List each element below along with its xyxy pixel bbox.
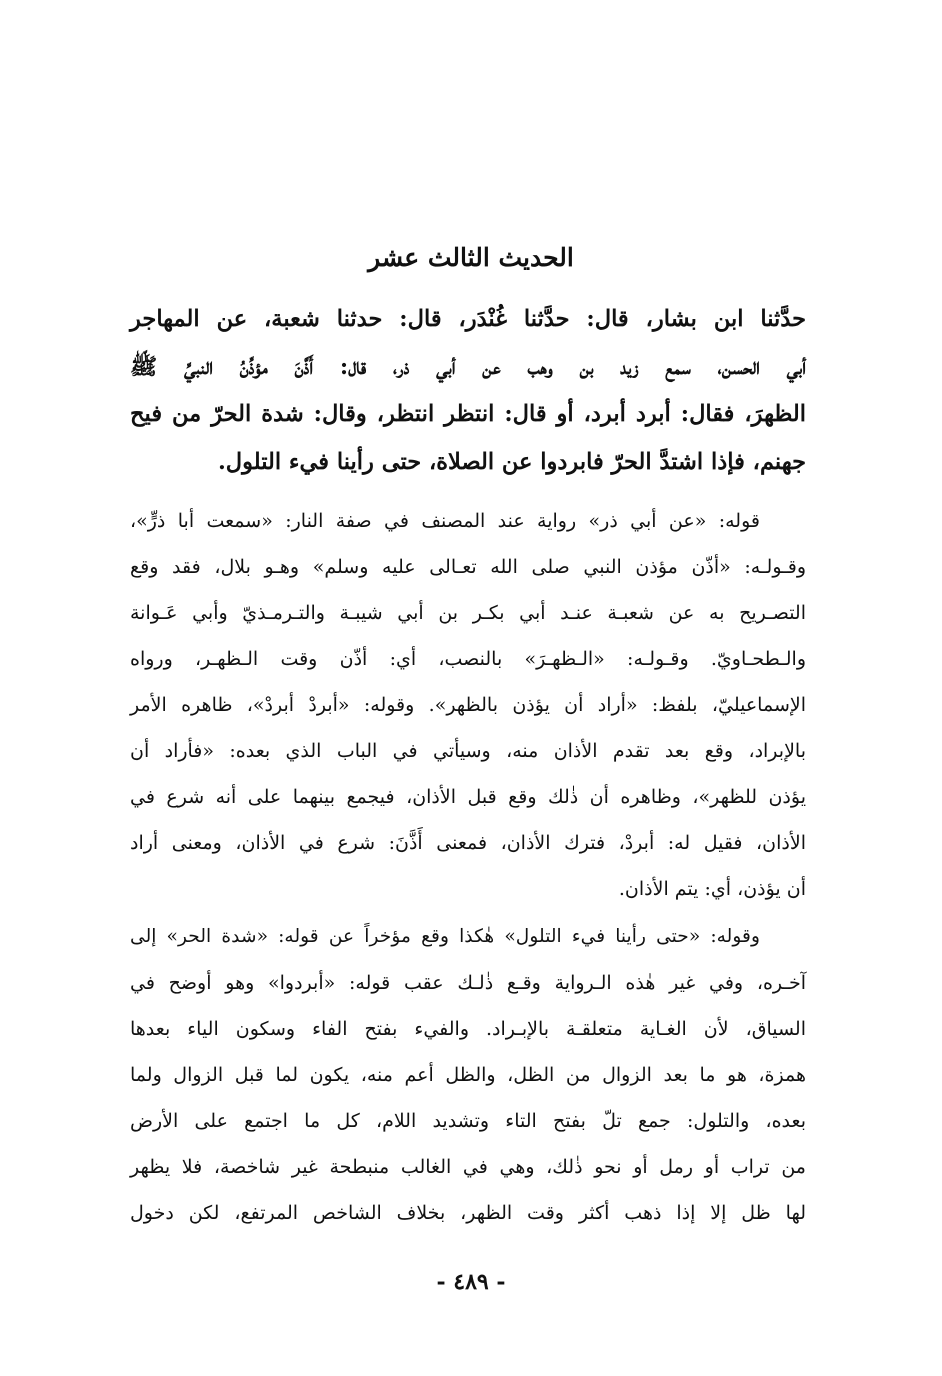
hadith-heading: الحديث الثالث عشر — [368, 243, 574, 272]
commentary-line: قوله: «عن أبي ذر» رواية عند المصنف في صفة النار: «سمعت أبا ذرٍّ»، — [130, 510, 760, 532]
commentary-line: من تراب أو رمل أو نحو ذٰلك، وهي في الغالب منبطحة غير شاخصة، فلا يظهر — [130, 1156, 806, 1178]
commentary-line: يؤذن للظهر»، وظاهره أن ذٰلك وقع قبل الأذان، فيجمع بينهما على أنه شرع في — [130, 786, 806, 808]
hadith-line: الظهرَ، فقال: أبرد أبرد، أو قال: انتظر انتظر، وقال: شدة الحرّ من فيح — [130, 401, 806, 427]
commentary-paragraph-1 — [130, 498, 806, 912]
commentary-line: الإسماعيليّ، بلفظ: «أراد أن يؤذن بالظهر». وقوله: «أبردْ أبردْ»، ظاهره الأمر — [130, 694, 806, 716]
hadith-line: أبي الحسن، سمع زيد بن وهب عن أبي ذر، قال: أَذَّنَ مؤذِّنُ النبيِّ ﷺ — [130, 353, 806, 380]
commentary-line: الأذان، فقيل له: أبردْ، فترك الأذان، فمعنى أَذَّنَ: شرع في الأذان، ومعنى أراد — [130, 832, 806, 854]
commentary-line: لها ظل إلا إذا ذهب أكثر وقت الظهر، بخلاف الشاخص المرتفع، لكن دخول — [130, 1202, 806, 1224]
commentary-line: بالإبراد، وقع بعد تقدم الأذان منه، وسيأتي في الباب الذي بعده: «فأراد أن — [130, 740, 806, 762]
commentary-line: أن يؤذن، أي: يتم الأذان. — [618, 878, 806, 900]
page-number: - ٤٨٩ - — [436, 1269, 506, 1295]
commentary-paragraph-2 — [130, 914, 806, 1236]
commentary-line: وقـولـه: «أذّن مؤذن النبي صلى الله تعـالى عليه وسلم» وهـو بلال، فقد وقع — [130, 556, 806, 578]
commentary-line: التصـريح به عن شعبـة عنـد أبي بكـر بن أبي شيبـة والتـرمـذيّ وأبي عَـوانة — [130, 602, 806, 624]
hadith-line: حدَّثنا ابن بشار، قال: حدَّثنا غُنْدَر، قال: حدثنا شعبة، عن المهاجر — [130, 306, 806, 332]
hadith-text — [130, 296, 806, 486]
commentary-line: والـطحـاويّ. وقـولـه: «الـظهـرَ» بالنصب، أي: أذّن وقت الـظهـر، ورواه — [130, 648, 806, 670]
commentary-line: آخـره، وفي غير هٰذه الـرواية وقـع ذٰلـك عقب قوله: «أبردوا» وهو أوضح في — [130, 972, 806, 994]
commentary-line: السياق، لأن الغـاية متعلقـة بالإبـراد. والفيء بفتح الفاء وسكون الياء بعدها — [130, 1018, 806, 1040]
commentary-line: بعده، والتلول: جمع تلّ بفتح التاء وتشديد اللام، كل ما اجتمع على الأرض — [130, 1110, 806, 1132]
commentary-line: همزة، هو ما بعد الزوال من الظل، والظل أعم منه، يكون لما قبل الزوال ولما — [130, 1064, 806, 1086]
commentary-line: وقوله: «حتى رأينا فيء التلول» هٰكذا وقع مؤخراً عن قوله: «شدة الحر» إلى — [130, 926, 760, 947]
hadith-line: جهنم، فإذا اشتدَّ الحرّ فابردوا عن الصلاة، حتى رأينا فيء التلول. — [217, 448, 806, 475]
